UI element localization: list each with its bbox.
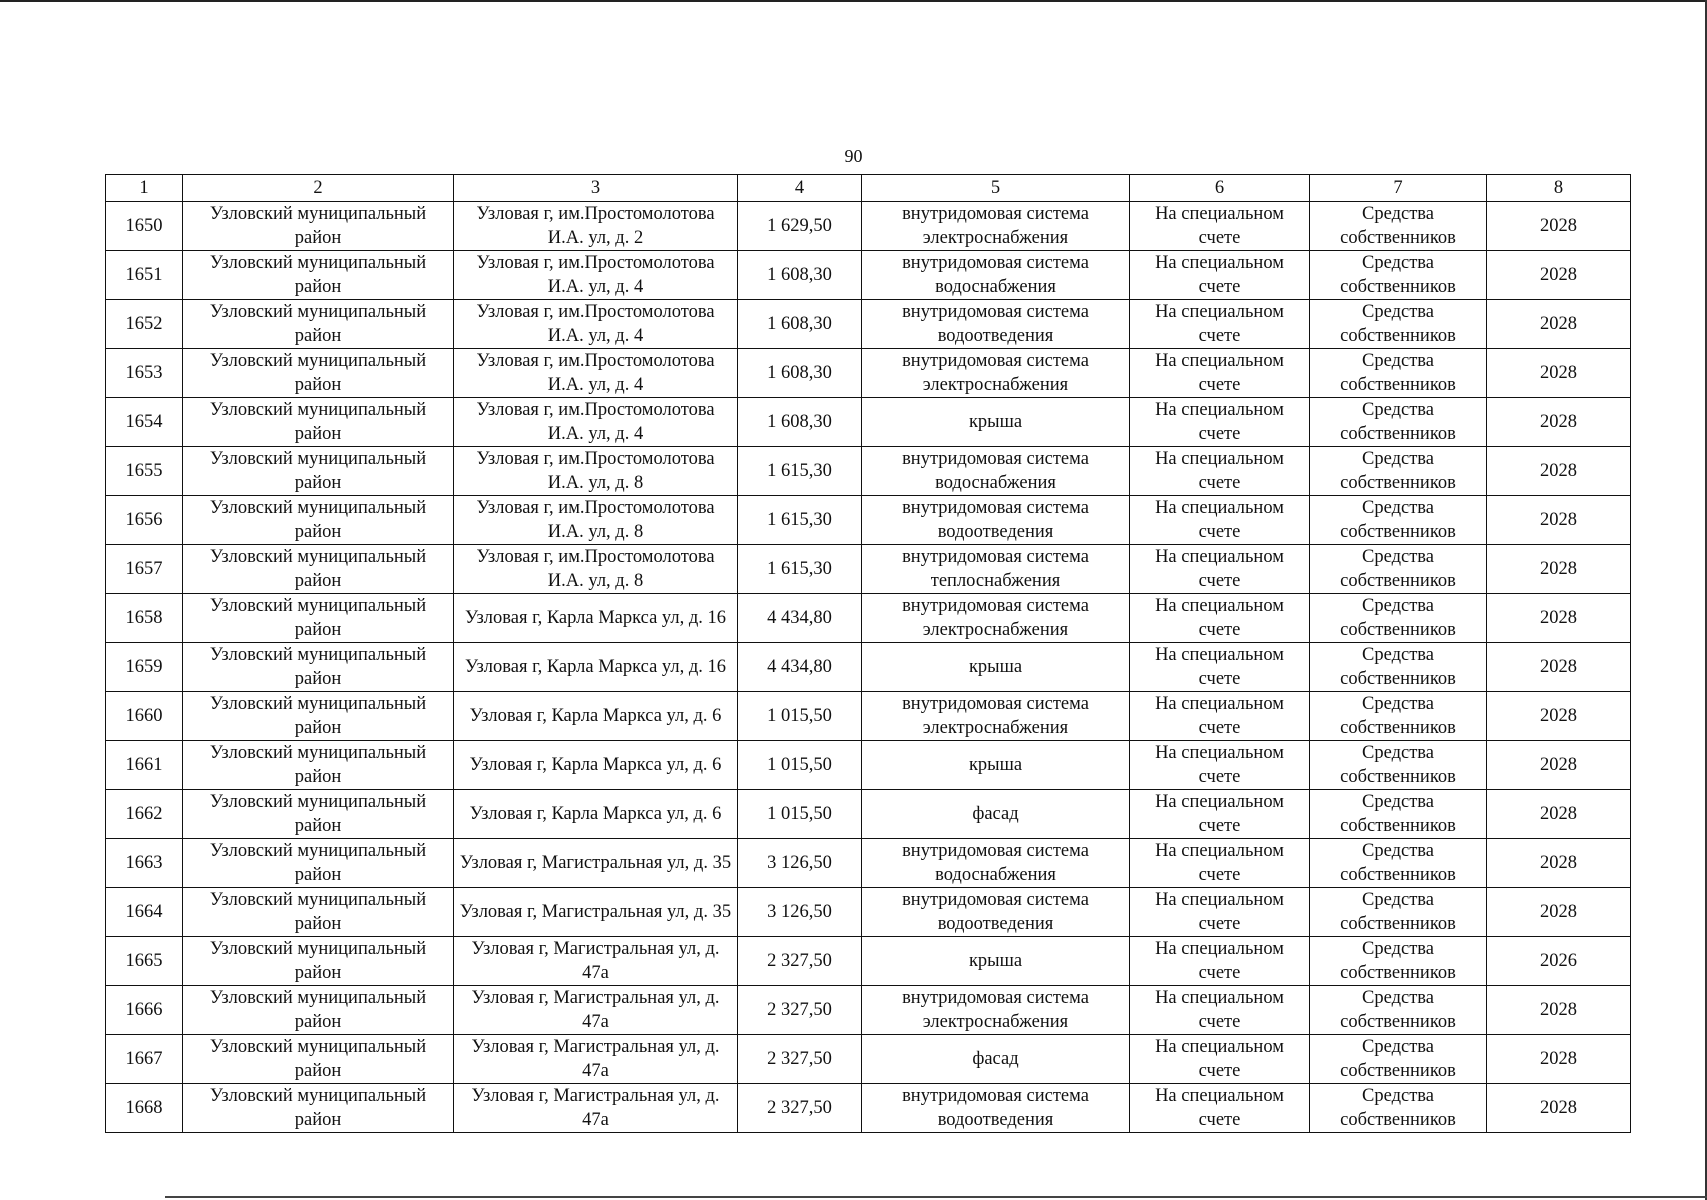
district-cell: Узловский муниципальный район bbox=[183, 300, 454, 349]
row-number-cell: 1655 bbox=[106, 447, 183, 496]
planned-year-cell: 2028 bbox=[1487, 692, 1631, 741]
table-row bbox=[106, 839, 1631, 888]
structural-element-cell: фасад bbox=[862, 1035, 1130, 1084]
planned-year-cell: 2028 bbox=[1487, 986, 1631, 1035]
area-cell: 1 015,50 bbox=[738, 790, 862, 839]
table-row bbox=[106, 1035, 1631, 1084]
structural-element-cell: внутридомовая система водоснабжения bbox=[862, 447, 1130, 496]
area-cell: 3 126,50 bbox=[738, 839, 862, 888]
district-cell: Узловский муниципальный район bbox=[183, 937, 454, 986]
row-number-cell: 1660 bbox=[106, 692, 183, 741]
district-cell: Узловский муниципальный район bbox=[183, 643, 454, 692]
row-number-cell: 1653 bbox=[106, 349, 183, 398]
area-cell: 2 327,50 bbox=[738, 1084, 862, 1133]
district-cell: Узловский муниципальный район bbox=[183, 839, 454, 888]
header-cell-3: 3 bbox=[454, 175, 738, 202]
area-cell: 1 615,30 bbox=[738, 545, 862, 594]
structural-element-cell: внутридомовая система водоотведения bbox=[862, 300, 1130, 349]
scan-edge-bottom bbox=[165, 1196, 1707, 1198]
funding-source-cell: Средства собственников bbox=[1310, 300, 1487, 349]
area-cell: 1 608,30 bbox=[738, 251, 862, 300]
row-number-cell: 1664 bbox=[106, 888, 183, 937]
address-cell: Узловая г, им.Простомолотова И.А. ул, д. 8 bbox=[454, 496, 738, 545]
row-number-cell: 1656 bbox=[106, 496, 183, 545]
planned-year-cell: 2028 bbox=[1487, 741, 1631, 790]
funding-source-cell: Средства собственников bbox=[1310, 349, 1487, 398]
header-row bbox=[106, 175, 1631, 202]
fund-account-cell: На специальном счете bbox=[1130, 447, 1310, 496]
structural-element-cell: крыша bbox=[862, 937, 1130, 986]
structural-element-cell: фасад bbox=[862, 790, 1130, 839]
fund-account-cell: На специальном счете bbox=[1130, 1035, 1310, 1084]
table-row bbox=[106, 202, 1631, 251]
district-cell: Узловский муниципальный район bbox=[183, 790, 454, 839]
address-cell: Узловая г, Магистральная ул, д. 47а bbox=[454, 1084, 738, 1133]
fund-account-cell: На специальном счете bbox=[1130, 692, 1310, 741]
funding-source-cell: Средства собственников bbox=[1310, 202, 1487, 251]
fund-account-cell: На специальном счете bbox=[1130, 1084, 1310, 1133]
fund-account-cell: На специальном счете bbox=[1130, 202, 1310, 251]
row-number-cell: 1668 bbox=[106, 1084, 183, 1133]
planned-year-cell: 2028 bbox=[1487, 447, 1631, 496]
address-cell: Узловая г, Карла Маркса ул, д. 6 bbox=[454, 692, 738, 741]
area-cell: 4 434,80 bbox=[738, 594, 862, 643]
table-body bbox=[106, 202, 1631, 1133]
row-number-cell: 1665 bbox=[106, 937, 183, 986]
row-number-cell: 1666 bbox=[106, 986, 183, 1035]
area-cell: 2 327,50 bbox=[738, 986, 862, 1035]
structural-element-cell: крыша bbox=[862, 643, 1130, 692]
address-cell: Узловая г, им.Простомолотова И.А. ул, д. 2 bbox=[454, 202, 738, 251]
structural-element-cell: внутридомовая система водоотведения bbox=[862, 888, 1130, 937]
table-row bbox=[106, 251, 1631, 300]
header-cell-7: 7 bbox=[1310, 175, 1487, 202]
table-row bbox=[106, 692, 1631, 741]
scan-edge-top bbox=[0, 0, 1707, 2]
row-number-cell: 1652 bbox=[106, 300, 183, 349]
structural-element-cell: крыша bbox=[862, 741, 1130, 790]
district-cell: Узловский муниципальный район bbox=[183, 888, 454, 937]
planned-year-cell: 2028 bbox=[1487, 496, 1631, 545]
district-cell: Узловский муниципальный район bbox=[183, 398, 454, 447]
planned-year-cell: 2028 bbox=[1487, 545, 1631, 594]
planned-year-cell: 2028 bbox=[1487, 398, 1631, 447]
row-number-cell: 1657 bbox=[106, 545, 183, 594]
planned-year-cell: 2028 bbox=[1487, 1035, 1631, 1084]
table-row bbox=[106, 349, 1631, 398]
fund-account-cell: На специальном счете bbox=[1130, 251, 1310, 300]
planned-year-cell: 2028 bbox=[1487, 643, 1631, 692]
planned-year-cell: 2028 bbox=[1487, 594, 1631, 643]
address-cell: Узловая г, им.Простомолотова И.А. ул, д. 8 bbox=[454, 545, 738, 594]
table-row bbox=[106, 300, 1631, 349]
header-cell-6: 6 bbox=[1130, 175, 1310, 202]
structural-element-cell: внутридомовая система водоотведения bbox=[862, 496, 1130, 545]
header-cell-1: 1 bbox=[106, 175, 183, 202]
row-number-cell: 1663 bbox=[106, 839, 183, 888]
page-number: 90 bbox=[844, 146, 863, 166]
address-cell: Узловая г, им.Простомолотова И.А. ул, д. 4 bbox=[454, 300, 738, 349]
row-number-cell: 1662 bbox=[106, 790, 183, 839]
district-cell: Узловский муниципальный район bbox=[183, 986, 454, 1035]
district-cell: Узловский муниципальный район bbox=[183, 692, 454, 741]
funding-source-cell: Средства собственников bbox=[1310, 888, 1487, 937]
table-row bbox=[106, 545, 1631, 594]
row-number-cell: 1651 bbox=[106, 251, 183, 300]
funding-source-cell: Средства собственников bbox=[1310, 643, 1487, 692]
structural-element-cell: внутридомовая система водоснабжения bbox=[862, 251, 1130, 300]
table-row bbox=[106, 447, 1631, 496]
header-cell-4: 4 bbox=[738, 175, 862, 202]
fund-account-cell: На специальном счете bbox=[1130, 643, 1310, 692]
planned-year-cell: 2028 bbox=[1487, 839, 1631, 888]
funding-source-cell: Средства собственников bbox=[1310, 251, 1487, 300]
fund-account-cell: На специальном счете bbox=[1130, 790, 1310, 839]
fund-account-cell: На специальном счете bbox=[1130, 496, 1310, 545]
district-cell: Узловский муниципальный район bbox=[183, 349, 454, 398]
address-cell: Узловая г, Магистральная ул, д. 47а bbox=[454, 986, 738, 1035]
table-row bbox=[106, 986, 1631, 1035]
row-number-cell: 1658 bbox=[106, 594, 183, 643]
fund-account-cell: На специальном счете bbox=[1130, 741, 1310, 790]
planned-year-cell: 2028 bbox=[1487, 251, 1631, 300]
address-cell: Узловая г, им.Простомолотова И.А. ул, д. 4 bbox=[454, 251, 738, 300]
funding-source-cell: Средства собственников bbox=[1310, 790, 1487, 839]
fund-account-cell: На специальном счете bbox=[1130, 839, 1310, 888]
row-number-cell: 1650 bbox=[106, 202, 183, 251]
structural-element-cell: внутридомовая система водоснабжения bbox=[862, 839, 1130, 888]
area-cell: 1 608,30 bbox=[738, 349, 862, 398]
address-cell: Узловая г, Карла Маркса ул, д. 6 bbox=[454, 741, 738, 790]
planned-year-cell: 2028 bbox=[1487, 300, 1631, 349]
area-cell: 1 608,30 bbox=[738, 398, 862, 447]
fund-account-cell: На специальном счете bbox=[1130, 986, 1310, 1035]
structural-element-cell: внутридомовая система электроснабжения bbox=[862, 202, 1130, 251]
funding-source-cell: Средства собственников bbox=[1310, 1084, 1487, 1133]
funding-source-cell: Средства собственников bbox=[1310, 594, 1487, 643]
fund-account-cell: На специальном счете bbox=[1130, 594, 1310, 643]
area-cell: 1 629,50 bbox=[738, 202, 862, 251]
area-cell: 4 434,80 bbox=[738, 643, 862, 692]
district-cell: Узловский муниципальный район bbox=[183, 545, 454, 594]
fund-account-cell: На специальном счете bbox=[1130, 545, 1310, 594]
address-cell: Узловая г, им.Простомолотова И.А. ул, д. 4 bbox=[454, 349, 738, 398]
table-row bbox=[106, 398, 1631, 447]
funding-source-cell: Средства собственников bbox=[1310, 398, 1487, 447]
area-cell: 3 126,50 bbox=[738, 888, 862, 937]
funding-source-cell: Средства собственников bbox=[1310, 496, 1487, 545]
district-cell: Узловский муниципальный район bbox=[183, 447, 454, 496]
row-number-cell: 1661 bbox=[106, 741, 183, 790]
table-row bbox=[106, 888, 1631, 937]
fund-account-cell: На специальном счете bbox=[1130, 937, 1310, 986]
area-cell: 1 615,30 bbox=[738, 496, 862, 545]
address-cell: Узловая г, Магистральная ул, д. 35 bbox=[454, 888, 738, 937]
planned-year-cell: 2028 bbox=[1487, 202, 1631, 251]
structural-element-cell: внутридомовая система теплоснабжения bbox=[862, 545, 1130, 594]
funding-source-cell: Средства собственников bbox=[1310, 741, 1487, 790]
address-cell: Узловая г, Карла Маркса ул, д. 16 bbox=[454, 643, 738, 692]
planned-year-cell: 2028 bbox=[1487, 888, 1631, 937]
table-row bbox=[106, 496, 1631, 545]
district-cell: Узловский муниципальный район bbox=[183, 1084, 454, 1133]
structural-element-cell: крыша bbox=[862, 398, 1130, 447]
table-row bbox=[106, 937, 1631, 986]
address-cell: Узловая г, Магистральная ул, д. 35 bbox=[454, 839, 738, 888]
area-cell: 2 327,50 bbox=[738, 1035, 862, 1084]
district-cell: Узловский муниципальный район bbox=[183, 1035, 454, 1084]
fund-account-cell: На специальном счете bbox=[1130, 398, 1310, 447]
header-cell-5: 5 bbox=[862, 175, 1130, 202]
table-row bbox=[106, 741, 1631, 790]
area-cell: 2 327,50 bbox=[738, 937, 862, 986]
funding-source-cell: Средства собственников bbox=[1310, 1035, 1487, 1084]
district-cell: Узловский муниципальный район bbox=[183, 496, 454, 545]
table-header bbox=[106, 175, 1631, 202]
district-cell: Узловский муниципальный район bbox=[183, 741, 454, 790]
table-row bbox=[106, 643, 1631, 692]
area-cell: 1 608,30 bbox=[738, 300, 862, 349]
structural-element-cell: внутридомовая система водоотведения bbox=[862, 1084, 1130, 1133]
planned-year-cell: 2028 bbox=[1487, 1084, 1631, 1133]
address-cell: Узловая г, им.Простомолотова И.А. ул, д. 8 bbox=[454, 447, 738, 496]
fund-account-cell: На специальном счете bbox=[1130, 888, 1310, 937]
structural-element-cell: внутридомовая система электроснабжения bbox=[862, 986, 1130, 1035]
funding-source-cell: Средства собственников bbox=[1310, 937, 1487, 986]
address-cell: Узловая г, Карла Маркса ул, д. 6 bbox=[454, 790, 738, 839]
structural-element-cell: внутридомовая система электроснабжения bbox=[862, 594, 1130, 643]
address-cell: Узловая г, Магистральная ул, д. 47а bbox=[454, 937, 738, 986]
row-number-cell: 1667 bbox=[106, 1035, 183, 1084]
repair-register-table bbox=[105, 174, 1631, 1133]
planned-year-cell: 2028 bbox=[1487, 790, 1631, 839]
address-cell: Узловая г, им.Простомолотова И.А. ул, д. 4 bbox=[454, 398, 738, 447]
funding-source-cell: Средства собственников bbox=[1310, 839, 1487, 888]
district-cell: Узловский муниципальный район bbox=[183, 251, 454, 300]
table-row bbox=[106, 790, 1631, 839]
area-cell: 1 015,50 bbox=[738, 692, 862, 741]
planned-year-cell: 2026 bbox=[1487, 937, 1631, 986]
funding-source-cell: Средства собственников bbox=[1310, 545, 1487, 594]
row-number-cell: 1654 bbox=[106, 398, 183, 447]
structural-element-cell: внутридомовая система электроснабжения bbox=[862, 349, 1130, 398]
funding-source-cell: Средства собственников bbox=[1310, 692, 1487, 741]
district-cell: Узловский муниципальный район bbox=[183, 202, 454, 251]
table-row bbox=[106, 594, 1631, 643]
district-cell: Узловский муниципальный район bbox=[183, 594, 454, 643]
funding-source-cell: Средства собственников bbox=[1310, 447, 1487, 496]
planned-year-cell: 2028 bbox=[1487, 349, 1631, 398]
table-row bbox=[106, 1084, 1631, 1133]
funding-source-cell: Средства собственников bbox=[1310, 986, 1487, 1035]
header-cell-8: 8 bbox=[1487, 175, 1631, 202]
fund-account-cell: На специальном счете bbox=[1130, 349, 1310, 398]
structural-element-cell: внутридомовая система электроснабжения bbox=[862, 692, 1130, 741]
address-cell: Узловая г, Карла Маркса ул, д. 16 bbox=[454, 594, 738, 643]
fund-account-cell: На специальном счете bbox=[1130, 300, 1310, 349]
area-cell: 1 015,50 bbox=[738, 741, 862, 790]
row-number-cell: 1659 bbox=[106, 643, 183, 692]
header-cell-2: 2 bbox=[183, 175, 454, 202]
area-cell: 1 615,30 bbox=[738, 447, 862, 496]
address-cell: Узловая г, Магистральная ул, д. 47а bbox=[454, 1035, 738, 1084]
